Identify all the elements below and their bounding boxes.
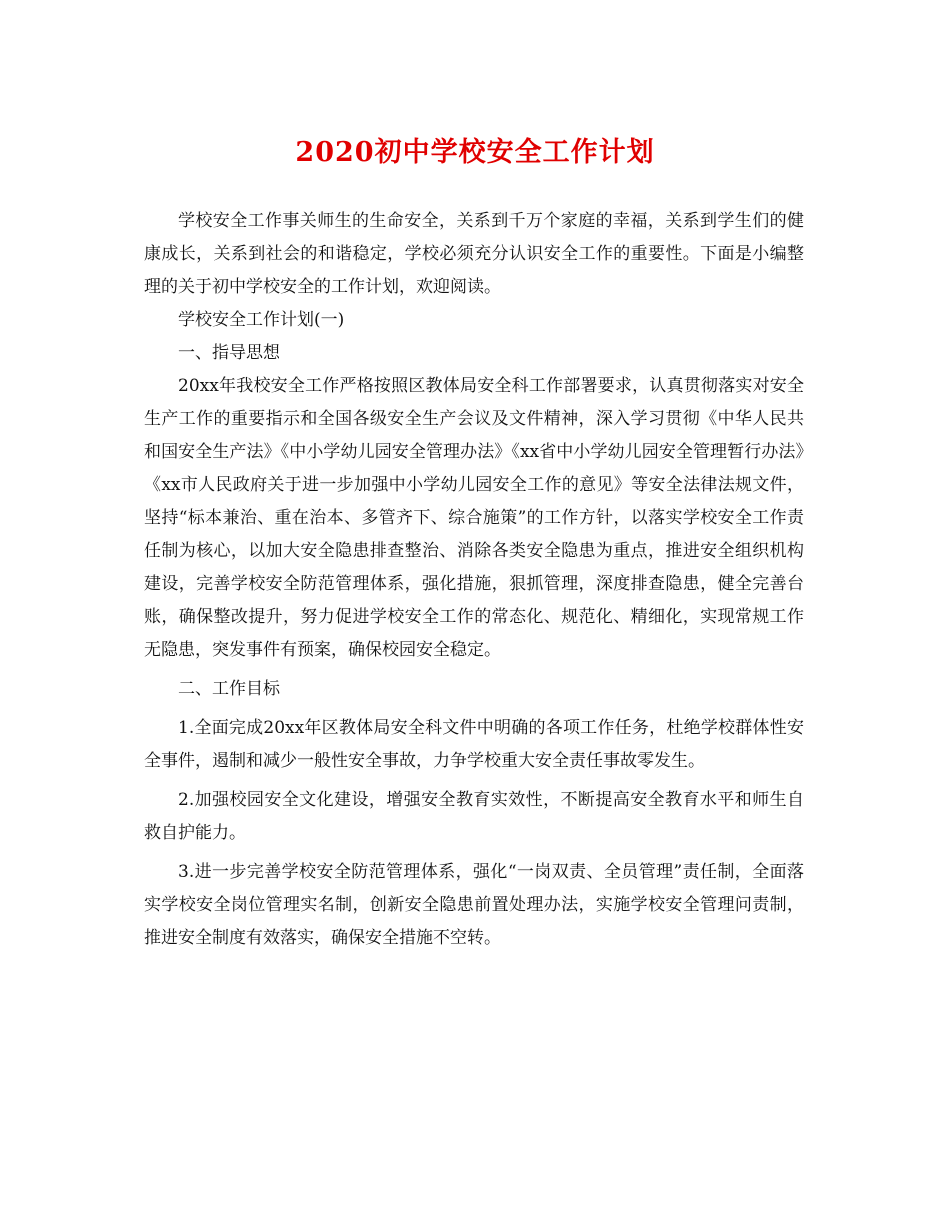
intro-paragraph: 学校安全工作事关师生的生命安全，关系到千万个家庭的幸福，关系到学生们的健康成长，关系到社会的和谐稳定，学校必须充分认识安全工作的重要性。下面是小编整理的关于初中学校安全的工作计划，欢迎阅读。 [144, 211, 804, 297]
goal-item-1: 1.全面完成20xx年区教体局安全科文件中明确的各项工作任务，杜绝学校群体性安全事件，遏制和减少一般性安全事故，力争学校重大安全责任事故零发生。 [144, 718, 804, 771]
goal-item-3: 3.进一步完善学校安全防范管理体系，强化“一岗双责、全员管理”责任制，全面落实学校安全岗位管理实名制，创新安全隐患前置处理办法，实施学校安全管理问责制，推进安全制度有效落实，确保安全措施不空转。 [144, 862, 804, 948]
goal-item-2: 2.加强校园安全文化建设，增强安全教育实效性，不断提高安全教育水平和师生自救自护能力。 [144, 790, 804, 843]
guiding-ideology-paragraph: 20xx年我校安全工作严格按照区教体局安全科工作部署要求，认真贯彻落实对安全生产工作的重要指示和全国各级安全生产会议及文件精神，深入学习贯彻《中华人民共和国安全生产法》《中小学幼儿园安全管理办法》《xx省中小学幼儿园安全管理暂行办法》《xx市人民政府关于进一步加强中小学幼儿园安全工作的意见》等安全法律法规文件，坚持“标本兼治、重在治本、多管齐下、综合施策”的工作方针，以落实学校安全工作责任制为核心，以加大安全隐患排查整治、消除各类安全隐患为重点，推进安全组织机构建设，完善学校安全防范管理体系，强化措施，狠抓管理，深度排查隐患，健全完善台账，确保整改提升，努力促进学校安全工作的常态化、规范化、精细化，实现常规工作无隐患，突发事件有预案，确保校园安全稳定。 [144, 376, 804, 660]
plan-heading: 学校安全工作计划(一) [178, 310, 345, 330]
section-heading-guiding-ideology: 一、指导思想 [178, 343, 280, 363]
document-body [144, 205, 804, 955]
section-heading-work-goals: 二、工作目标 [178, 679, 280, 699]
document-title: 2020初中学校安全工作计划 [295, 137, 655, 168]
